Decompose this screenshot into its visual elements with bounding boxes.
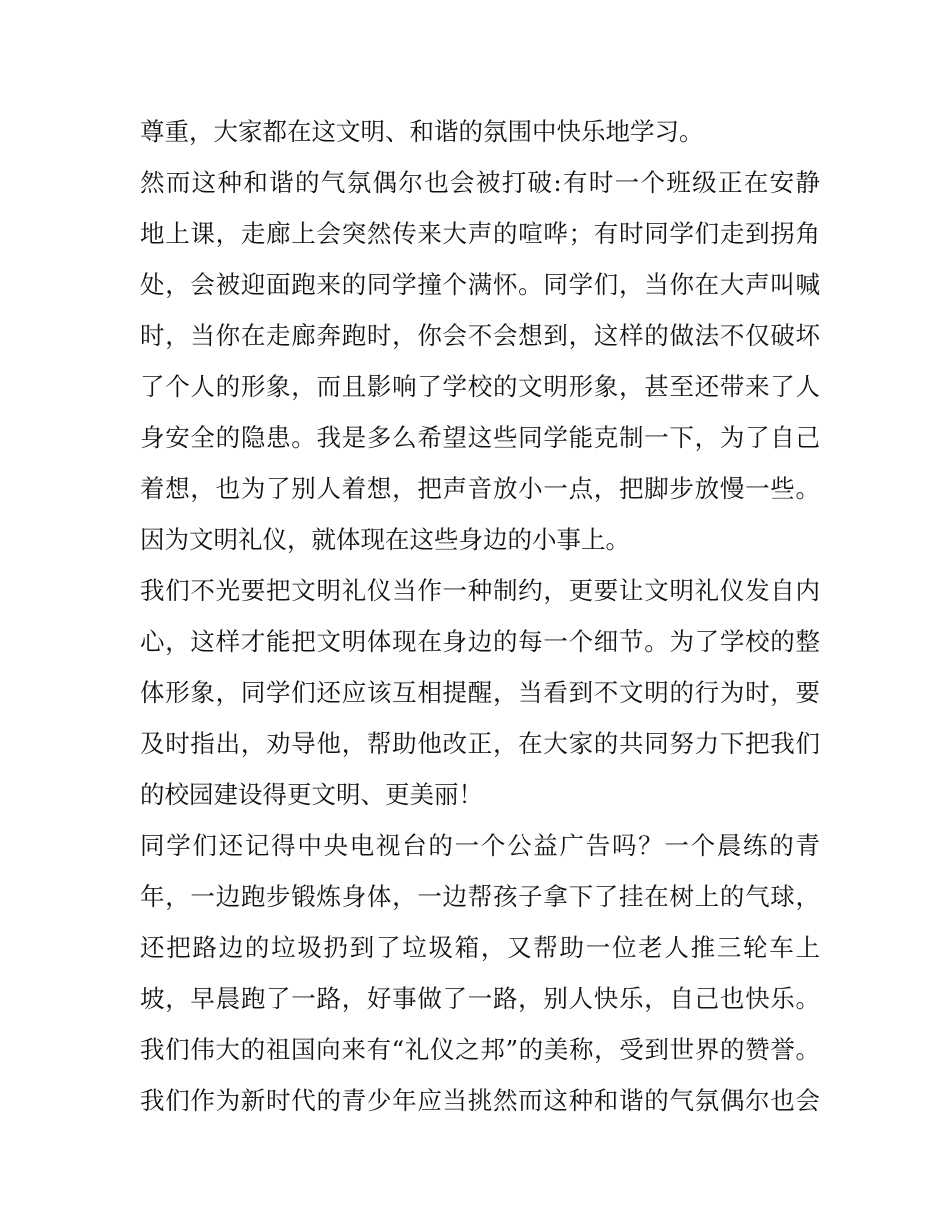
text-line: 身安全的隐患。我是多么希望这些同学能克制一下，为了自己 xyxy=(140,423,820,452)
text-line: 处，会被迎面跑来的同学撞个满怀。同学们，当你在大声叫喊 xyxy=(140,270,820,299)
text-line: 心，这样才能把文明体现在身边的每一个细节。为了学校的整 xyxy=(140,627,820,656)
text-line: 因为文明礼仪，就体现在这些身边的小事上。 xyxy=(140,525,630,554)
text-line: 地上课，走廊上会突然传来大声的喧哗；有时同学们走到拐角 xyxy=(140,219,820,248)
text-line: 然而这种和谐的气氛偶尔也会被打破:有时一个班级正在安静 xyxy=(140,168,820,197)
text-line: 坡，早晨跑了一路，好事做了一路，别人快乐，自己也快乐。 xyxy=(140,984,820,1013)
text-line: 尊重，大家都在这文明、和谐的氛围中快乐地学习。 xyxy=(140,117,704,146)
text-line: 我们作为新时代的青少年应当挑然而这种和谐的气氛偶尔也会 xyxy=(140,1086,820,1115)
text-line: 还把路边的垃圾扔到了垃圾箱，又帮助一位老人推三轮车上 xyxy=(140,933,820,962)
text-line: 及时指出，劝导他，帮助他改正，在大家的共同努力下把我们 xyxy=(140,729,820,758)
text-line: 时，当你在走廊奔跑时，你会不会想到，这样的做法不仅破坏 xyxy=(140,321,820,350)
text-line: 着想，也为了别人着想，把声音放小一点，把脚步放慢一些。 xyxy=(140,474,820,503)
text-line: 了个人的形象，而且影响了学校的文明形象，甚至还带来了人 xyxy=(140,372,820,401)
text-line: 同学们还记得中央电视台的一个公益广告吗？一个晨练的青 xyxy=(140,831,820,860)
text-line: 体形象，同学们还应该互相提醒，当看到不文明的行为时，要 xyxy=(140,678,820,707)
body-text xyxy=(140,106,820,1126)
text-line: 我们伟大的祖国向来有“礼仪之邦”的美称，受到世界的赞誉。 xyxy=(140,1035,820,1064)
text-line: 我们不光要把文明礼仪当作一种制约，更要让文明礼仪发自内 xyxy=(140,576,820,605)
text-line: 年，一边跑步锻炼身体，一边帮孩子拿下了挂在树上的气球， xyxy=(140,882,820,911)
text-line: 的校园建设得更文明、更美丽！ xyxy=(140,780,483,809)
